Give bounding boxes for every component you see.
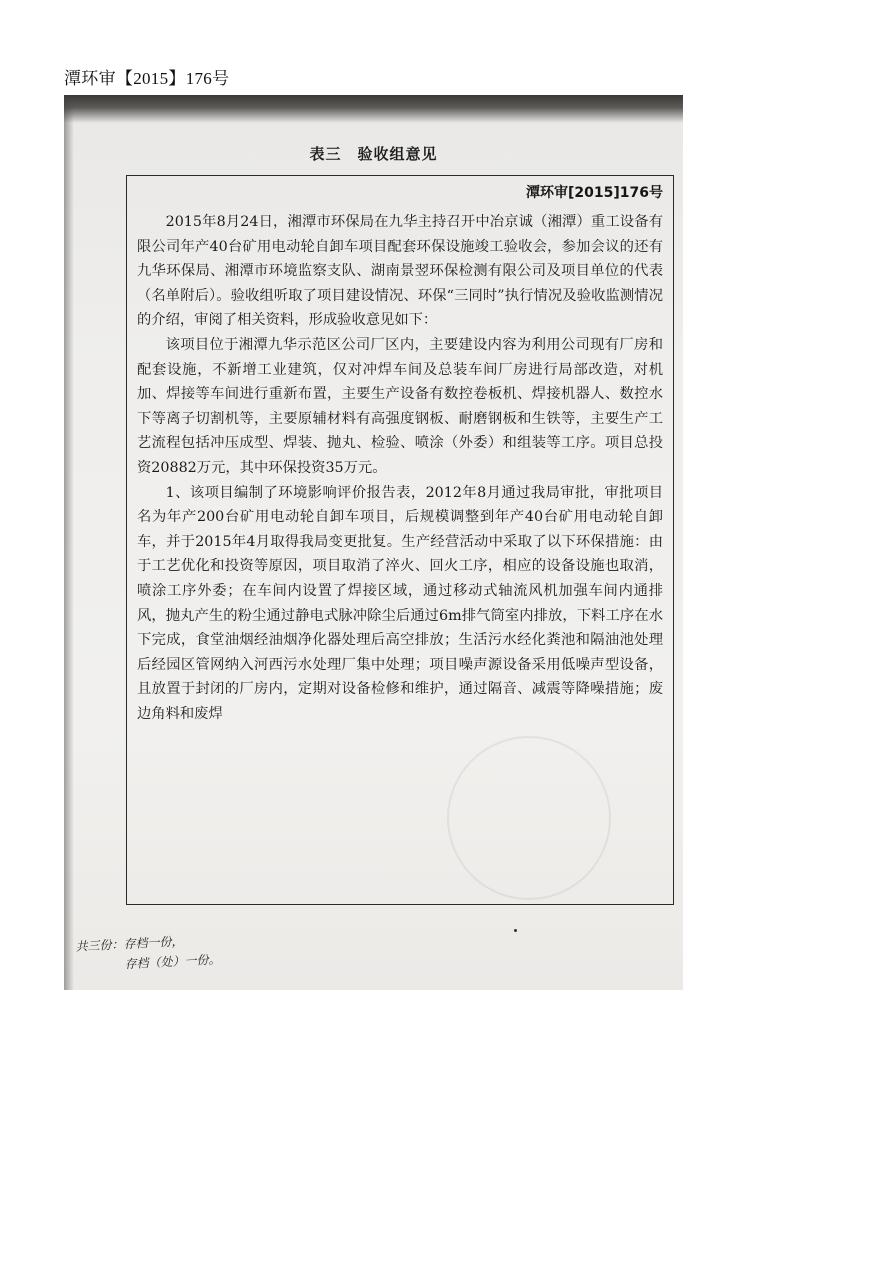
paragraph-project-overview: 该项目位于湘潭九华示范区公司厂区内，主要建设内容为利用公司现有厂房和配套设施，不新增工业建筑，仅对冲焊车间及总装车间厂房进行局部改造，对机加、焊接等车间进行重新布置，主要生产设备有数控卷板机、焊接机器人、数控水下等离子切割机等，主要原辅材料有高强度钢板、耐磨钢板和生铁等，主要生产工艺流程包括冲压成型、焊装、抛丸、检验、喷涂（外委）和组装等工序。项目总投资20882万元，其中环保投资35万元。 (137, 336, 663, 476)
paragraph-measures: 1、该项目编制了环境影响评价报告表，2012年8月通过我局审批，审批项目名为年产200台矿用电动轮自卸车项目，后规模调整到年产40台矿用电动轮自卸车，并于2015年4月取得我局变更批复。生产经营活动中采取了以下环保措施：由于工艺优化和投资等原因，项目取消了淬火、回火工序，相应的设备设施也取消，喷涂工序外委；在车间内设置了焊接区域，通过移动式轴流风机加强车间内通排风，抛丸产生的粉尘通过静电式脉冲除尘后通过6m排气筒室内排放，下料工序在水下完成，食堂油烟经油烟净化器处理后高空排放；生活污水经化粪池和隔油池处理后经园区管网纳入河西污水处理厂集中处理；项目噪声源设备采用低噪声型设备，且放置于封闭的厂房内，定期对设备检修和维护，通过隔音、减震等降噪措施；废边角料和废焊 (137, 484, 663, 722)
faint-stamp-mark (447, 736, 611, 900)
table-reference-number: 潭环审[2015]176号 (526, 185, 663, 201)
document-reference-number: 潭环审【2015】176号 (64, 69, 230, 88)
handwritten-note (75, 929, 221, 976)
opinion-body (137, 210, 663, 726)
scanned-page-photo (64, 95, 683, 990)
handwritten-line-2: 存档（处）一份。 (124, 952, 221, 972)
paragraph-meeting: 2015年8月24日，湘潭市环保局在九华主持召开中冶京诚（湘潭）重工设备有限公司年产40台矿用电动轮自卸车项目配套环保设施竣工验收会，参加会议的还有九华环保局、湘潭市环境监察支队、湖南景翌环保检测有限公司及项目单位的代表（名单附后）。验收组听取了项目建设情况、环保“三同时”执行情况及验收监测情况的介绍，审阅了相关资料，形成验收意见如下： (137, 214, 663, 329)
opinion-table (126, 175, 674, 905)
table-title: 表三 验收组意见 (309, 145, 438, 163)
ink-dot (514, 929, 517, 932)
handwritten-line-1: 共三份：存档一份， (75, 934, 184, 954)
